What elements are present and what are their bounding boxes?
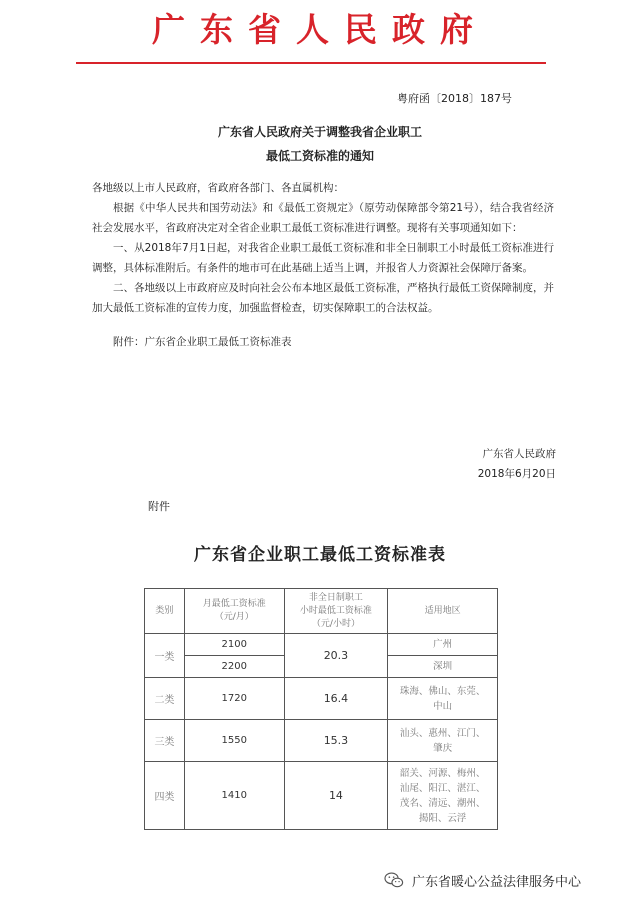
region-cell: [388, 762, 498, 830]
wage-table: [144, 588, 498, 830]
region-cell: [388, 678, 498, 720]
table-title: 广东省企业职工最低工资标准表: [194, 545, 446, 565]
account-name: 广东省暖心公益法律服务中心: [412, 874, 582, 890]
table-row: [145, 678, 498, 720]
header-hourly-line2: 小时最低工资标准: [299, 605, 372, 616]
monthly-cell: 1410: [184, 762, 284, 830]
category-cell: 二类: [145, 678, 185, 720]
notice-title-line1: 广东省人民政府关于调整我省企业职工: [217, 125, 422, 139]
header-hourly: [284, 589, 388, 634]
header-title: 广东省人民政府: [152, 10, 488, 49]
notice-body: [92, 178, 554, 352]
region-line: 汕尾、阳江、湛江、: [399, 782, 486, 794]
region-line: 汕头、惠州、江门、: [399, 727, 486, 739]
region-cell: 广州: [388, 634, 498, 656]
header-hourly-line1: 非全日制职工: [308, 592, 363, 603]
monthly-cell: 2100: [184, 634, 284, 656]
region-line: 中山: [433, 700, 453, 712]
issue-date: 2018年6月20日: [477, 468, 556, 480]
region-cell: [388, 720, 498, 762]
hourly-cell: 15.3: [284, 720, 388, 762]
document-number: 粤府函〔2018〕187号: [397, 92, 512, 105]
attachment-line: 附件：广东省企业职工最低工资标准表: [113, 336, 292, 348]
hourly-cell: 16.4: [284, 678, 388, 720]
monthly-cell: 1550: [184, 720, 284, 762]
category-cell: 三类: [145, 720, 185, 762]
table-row: [145, 762, 498, 830]
paragraph-3: 二、各地级以上市政府应及时向社会公布本地区最低工资标准，严格执行最低工资保障制度，并加大最低工资标准的宣传力度，加强监督检查，切实保障职工的合法权益。: [92, 282, 554, 314]
category-cell: 四类: [145, 762, 185, 830]
table-header-row: [145, 589, 498, 634]
issuer-block: [478, 444, 556, 484]
region-line: 肇庆: [433, 742, 453, 754]
paragraph-1: 根据《中华人民共和国劳动法》和《最低工资规定》（原劳动保障部令第21号），结合我省经济社会发展水平，省政府决定对全省企业职工最低工资标准进行调整。现将有关事项通知如下：: [92, 202, 554, 234]
monthly-cell: 1720: [184, 678, 284, 720]
hourly-cell: 14: [284, 762, 388, 830]
red-rule-divider: [76, 62, 546, 64]
salutation: 各地级以上市人民政府，省政府各部门、各直属机构：: [92, 182, 344, 194]
spacer: [92, 318, 554, 332]
category-cell: 一类: [145, 634, 185, 678]
header-monthly: [184, 589, 284, 634]
paragraph-2: 一、从2018年7月1日起，对我省企业职工最低工资标准和非全日制职工小时最低工资标准进行调整，具体标准附后。有条件的地市可在此基础上适当上调，并报省人力资源社会保障厅备案。: [92, 242, 554, 274]
notice-title: [0, 120, 640, 168]
header-monthly-line1: 月最低工资标准: [202, 599, 266, 609]
hourly-cell: 20.3: [284, 634, 388, 678]
region-line: 珠海、佛山、东莞、: [399, 685, 486, 697]
notice-title-line2: 最低工资标准的通知: [265, 149, 374, 163]
header-monthly-line2: （元/月）: [214, 612, 254, 622]
table-row: [145, 634, 498, 656]
region-line: 韶关、河源、梅州、: [399, 767, 486, 779]
table-row: [145, 720, 498, 762]
region-cell: 深圳: [388, 656, 498, 678]
header-hourly-line3: （元/小时）: [311, 618, 360, 629]
region-line: 茂名、清远、潮州、: [399, 797, 486, 809]
issuer-name: 广东省人民政府: [482, 448, 556, 460]
monthly-cell: 2200: [184, 656, 284, 678]
attachment-label: 附件: [148, 500, 170, 513]
watermark-footer: [384, 868, 581, 892]
header-category: 类别: [145, 589, 185, 634]
header-region: 适用地区: [388, 589, 498, 634]
wechat-icon: [384, 871, 404, 889]
region-line: 揭阳、云浮: [418, 812, 467, 824]
